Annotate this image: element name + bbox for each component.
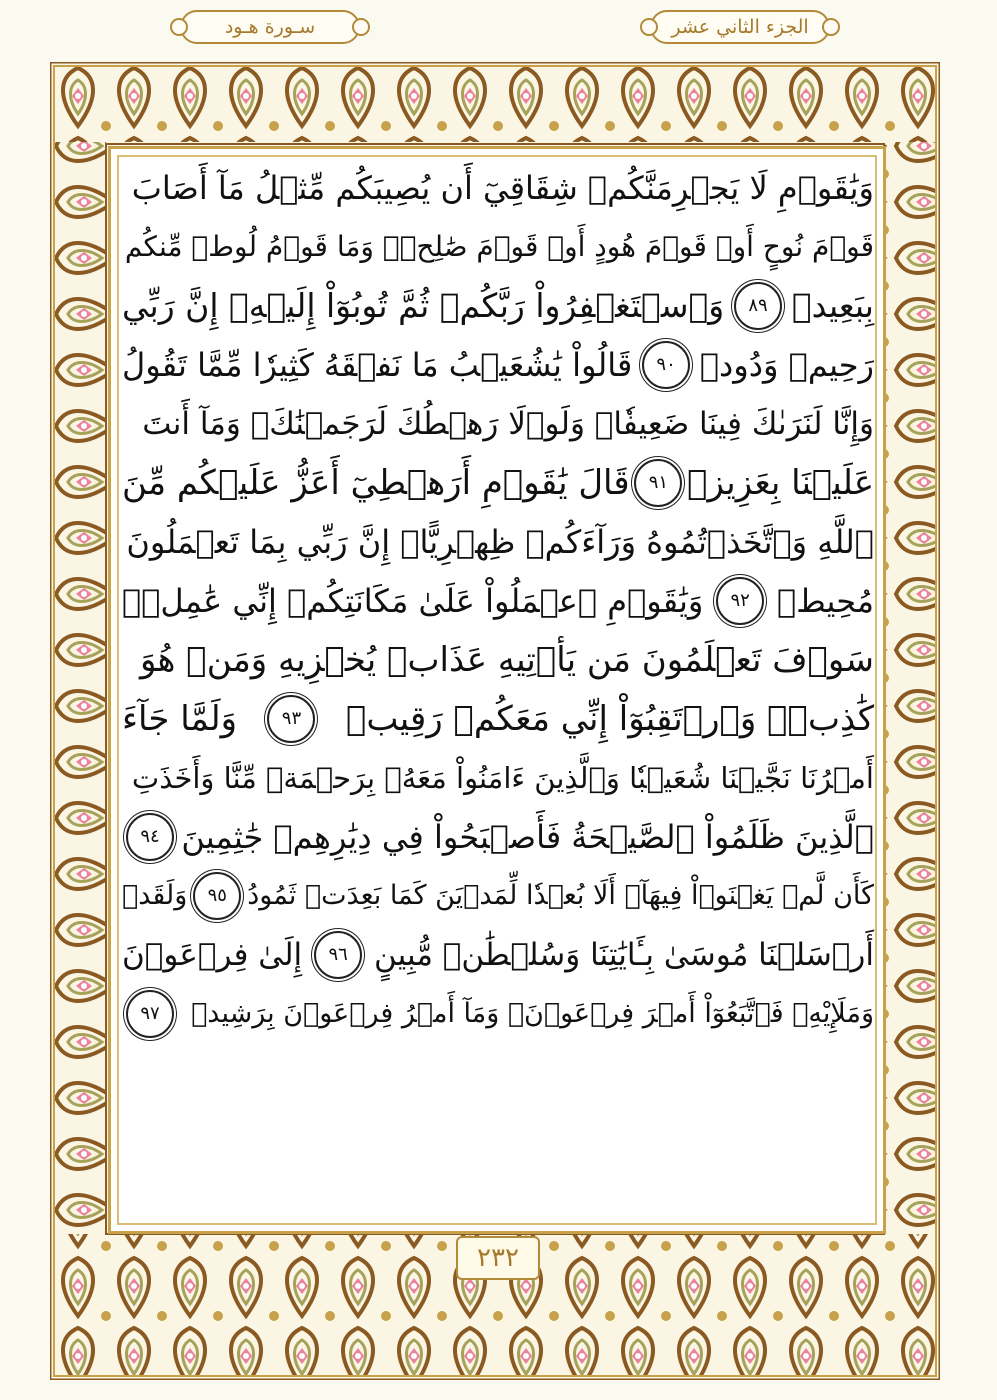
verse-text: وَٱسۡتَغۡفِرُواْ رَبَّكُمۡ ثُمَّ تُوبُوٓاْ إِلَيۡهِۚ إِنَّ رَبِّي: [122, 286, 725, 325]
verse-text: مُحِيطٞ: [776, 581, 874, 620]
verse-text: سَوۡفَ تَعۡلَمُونَ مَن يَأۡتِيهِ عَذَابٞ يُخۡزِيهِ وَمَنۡ هُوَ: [139, 639, 874, 680]
verse-text: كَٰذِبٞۖ وَٱرۡتَقِبُوٓاْ إِنِّي مَعَكُمۡ رَقِيبٞ: [345, 698, 874, 739]
page-number: [456, 1236, 540, 1280]
verse-line: [122, 984, 874, 1043]
ayah-number-marker: ٩٥: [193, 872, 241, 920]
verse-text: ٱللَّهِ وَٱتَّخَذۡتُمُوهُ وَرَآءَكُمۡ ظِهۡرِيًّاۖ إِنَّ رَبِّي بِمَا تَعۡمَلُونَ: [126, 522, 874, 561]
verse-text: وَمَلَإِيْهِۦ فَٱتَّبَعُوٓاْ أَمۡرَ فِرۡعَوۡنَۖ وَمَآ أَمۡرُ فِرۡعَوۡنَ بِرَشِيدٖ: [191, 998, 874, 1029]
ayah-number-marker: ٩٠: [642, 341, 690, 389]
verse-text: رَحِيمٞ وَدُودٞ: [699, 345, 874, 384]
verse-text: بِبَعِيدٖ: [791, 286, 874, 325]
verse-line: [122, 512, 874, 571]
verse-text: وَيَٰقَوۡمِ لَا يَجۡرِمَنَّكُمۡ شِقَاقِيٓ أَن يُصِيبَكُم مِّثۡلُ مَآ أَصَابَ: [131, 168, 874, 207]
verse-line: [122, 158, 874, 217]
verse-line: [122, 630, 874, 689]
ayah-number-marker: ٩٦: [314, 931, 362, 979]
verse-text: أَمۡرُنَا نَجَّيۡنَا شُعَيۡبٗا وَٱلَّذِينَ ءَامَنُواْ مَعَهُۥ بِرَحۡمَةٖ مِّنَّا وَأَخَذَتِ: [131, 760, 874, 795]
verse-text: وَلَقَدۡ: [122, 880, 188, 911]
verse-text: إِلَىٰ فِرۡعَوۡنَ: [122, 936, 303, 973]
verse-text: وَيَٰقَوۡمِ ٱعۡمَلُواْ عَلَىٰ مَكَانَتِكُمۡ إِنِّي عَٰمِلٞۖ: [122, 581, 704, 620]
verse-text: وَإِنَّا لَنَرَىٰكَ فِينَا ضَعِيفٗاۖ وَلَوۡلَا رَهۡطُكَ لَرَجَمۡنَٰكَۖ وَمَآ أَنتَ: [142, 405, 874, 442]
verse-line: [122, 689, 874, 748]
verse-text: وَلَمَّا جَآءَ: [122, 698, 237, 739]
verse-text: قَالَ يَٰقَوۡمِ أَرَهۡطِيٓ أَعَزُّ عَلَيۡكُم مِّنَ: [122, 462, 630, 503]
verse-line: [122, 394, 874, 453]
ayah-number-marker: ٩١: [634, 459, 682, 507]
verse-line: [122, 925, 874, 984]
verse-line: [122, 571, 874, 630]
verse-line: [122, 748, 874, 807]
verse-text: قَالُواْ يَٰشُعَيۡبُ مَا نَفۡقَهُ كَثِيرٗا مِّمَّا تَقُولُ: [122, 345, 633, 384]
surah-name: سـورة هـود: [224, 16, 316, 38]
surah-name-badge: [180, 10, 360, 44]
ayah-number-marker: ٩٢: [716, 577, 764, 625]
verse-text: قَوۡمَ نُوحٍ أَوۡ قَوۡمَ هُودٍ أَوۡ قَوۡمَ صَٰلِحٖۚ وَمَا قَوۡمُ لُوطٖ مِّنكُم: [124, 230, 874, 263]
verse-line: [122, 807, 874, 866]
verse-line: [122, 217, 874, 276]
verse-line: [122, 276, 874, 335]
juz-name-badge: [650, 10, 830, 44]
verse-text: أَرۡسَلۡنَا مُوسَىٰ بِـَٔايَٰتِنَا وَسُلۡطَٰنٖ مُّبِينٍ: [374, 936, 874, 973]
verse-text: عَلَيۡنَا بِعَزِيزٖ: [687, 462, 874, 503]
ayah-number-marker: ٩٧: [126, 990, 174, 1038]
ayah-number-marker: ٨٩: [734, 282, 782, 330]
page-number-label: ٢٣٢: [477, 1243, 519, 1273]
verse-line: [122, 866, 874, 925]
verse-line: [122, 335, 874, 394]
verse-text: ٱلَّذِينَ ظَلَمُواْ ٱلصَّيۡحَةُ فَأَصۡبَحُواْ فِي دِيَٰرِهِمۡ جَٰثِمِينَ: [181, 817, 874, 856]
verse-text-block: [122, 158, 874, 1228]
verse-text: كَأَن لَّمۡ يَغۡنَوۡاْ فِيهَآۗ أَلَا بُعۡدٗا لِّمَدۡيَنَ كَمَا بَعِدَتۡ ثَمُودُ: [247, 880, 874, 911]
ayah-number-marker: ٩٤: [126, 813, 174, 861]
verse-line: [122, 453, 874, 512]
ayah-number-marker: ٩٣: [267, 695, 315, 743]
juz-name: الجزء الثاني عشر: [671, 16, 809, 38]
